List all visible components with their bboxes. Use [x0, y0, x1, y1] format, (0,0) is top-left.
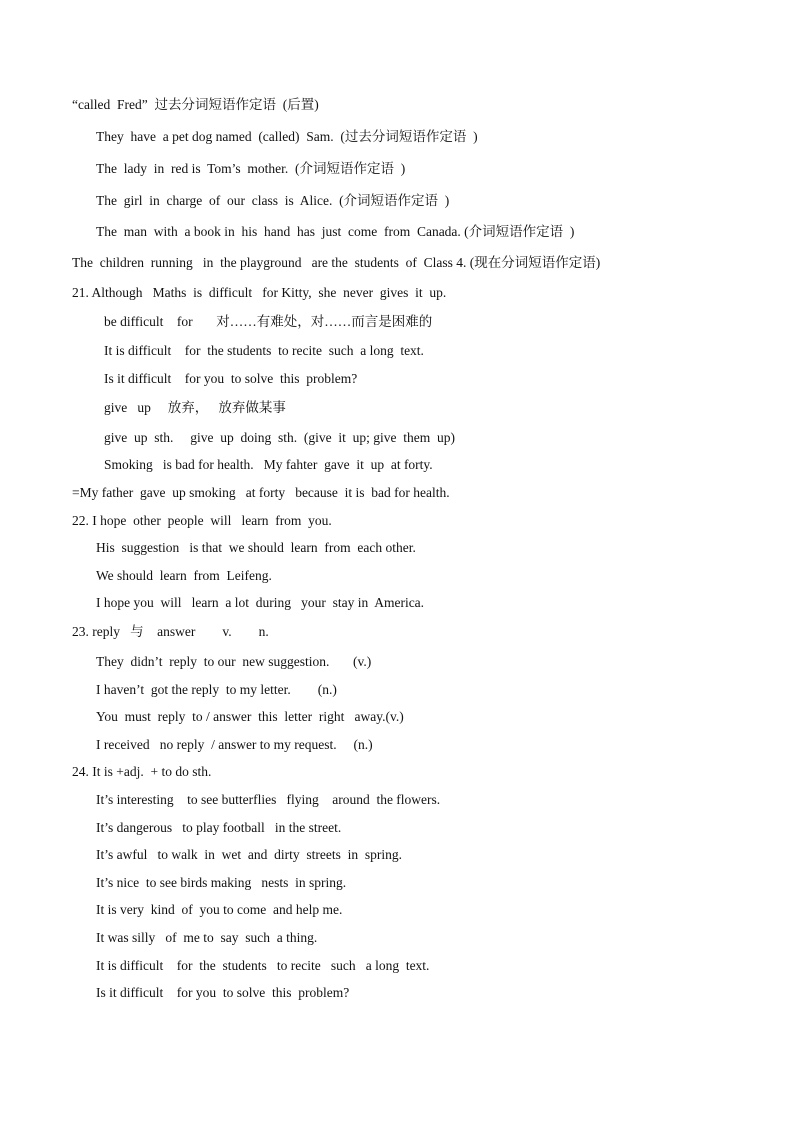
text-line: The lady in red is Tom’s mother. (介词短语作定语 )	[96, 161, 406, 176]
text-line: give up sth. give up doing sth. (give it up; give them up)	[104, 430, 455, 445]
text-line: “called Fred” 过去分词短语作定语 (后置)	[72, 97, 319, 112]
text-line: Is it difficult for you to solve this problem?	[104, 371, 358, 386]
text-line: 23. reply 与 answer v. n.	[72, 624, 269, 639]
text-line: They have a pet dog named (called) Sam. (过去分词短语作定语 )	[96, 129, 478, 144]
text-line: They didn’t reply to our new suggestion. (v.)	[96, 654, 372, 669]
text-line: I hope you will learn a lot during your stay in America.	[96, 595, 425, 610]
text-line: The man with a book in his hand has just come from Canada. (介词短语作定语 )	[96, 224, 575, 239]
text-line: It’s interesting to see butterflies flying around the flowers.	[96, 792, 441, 807]
text-line: give up 放弃， 放弃做某事	[104, 400, 286, 415]
text-line: It is difficult for the students to recite such a long text.	[96, 958, 430, 973]
text-line: We should learn from Leifeng.	[96, 568, 272, 583]
text-line: It’s dangerous to play football in the street.	[96, 820, 342, 835]
text-line: The children running in the playground are the students of Class 4. (现在分词短语作定语)	[72, 255, 601, 270]
text-line: be difficult for 对……有难处，对……而言是困难的	[104, 314, 433, 329]
text-line: His suggestion is that we should learn from each other.	[96, 540, 416, 555]
text-line: You must reply to / answer this letter right away.(v.)	[96, 709, 404, 724]
text-line: 21. Although Maths is difficult for Kitty, she never gives it up.	[72, 285, 447, 300]
text-line: I received no reply / answer to my request. (n.)	[96, 737, 373, 752]
text-line: It was silly of me to say such a thing.	[96, 930, 318, 945]
text-line: Smoking is bad for health. My fahter gave it up at forty.	[104, 457, 433, 472]
text-line: =My father gave up smoking at forty because it is bad for health.	[72, 485, 450, 500]
text-line: It’s awful to walk in wet and dirty streets in spring.	[96, 847, 402, 862]
text-line: It is very kind of you to come and help me.	[96, 902, 343, 917]
text-line: 22. I hope other people will learn from you.	[72, 513, 332, 528]
text-line: It’s nice to see birds making nests in spring.	[96, 875, 347, 890]
text-line: I haven’t got the reply to my letter. (n.)	[96, 682, 337, 697]
text-line: 24. It is +adj. + to do sth.	[72, 764, 212, 779]
text-line: The girl in charge of our class is Alice. (介词短语作定语 )	[96, 193, 450, 208]
text-line: Is it difficult for you to solve this problem?	[96, 985, 350, 1000]
text-line: It is difficult for the students to recite such a long text.	[104, 343, 424, 358]
